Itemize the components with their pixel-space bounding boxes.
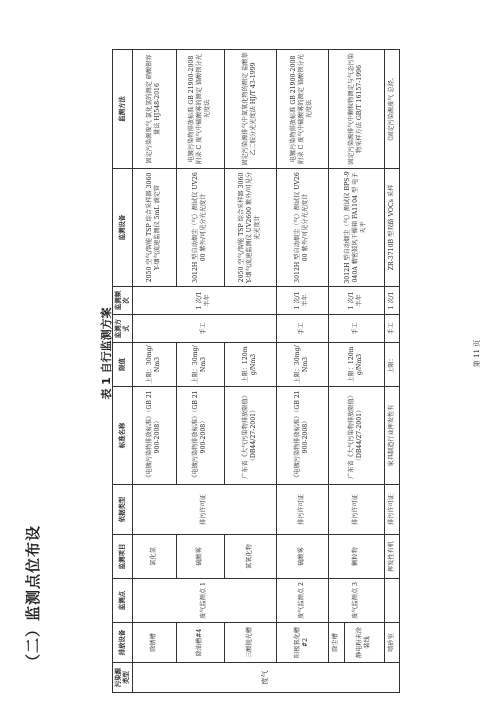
standard-cell: 《电镀污染物排放标准》（GB 21900-2008） bbox=[276, 387, 328, 485]
table-caption: 表 1 自行监测方案 bbox=[100, 307, 113, 400]
limit-cell: 上限： bbox=[384, 343, 399, 387]
point-cell: 废气监测点 3 bbox=[328, 579, 384, 623]
header-cell: 限值 bbox=[113, 343, 133, 387]
header-cell: 标准名称 bbox=[113, 387, 133, 485]
limit-cell: 上限：30mg/Nm3 bbox=[132, 343, 176, 387]
header-cell: 监测项目 bbox=[113, 535, 133, 579]
freq-cell: 1 次/1 半年 bbox=[328, 287, 384, 315]
limit-cell: 上限：30mg/Nm3 bbox=[176, 343, 224, 387]
mode-cell: 手工 bbox=[276, 315, 328, 343]
table-row bbox=[276, 50, 328, 693]
device-cell: 3012H 型自动烟尘（气）测试仪 UV2600 紫外/可见分光光度计 bbox=[176, 169, 224, 287]
equipment-cell: 三酸抛光槽 bbox=[224, 623, 276, 663]
device-cell: 2050 空气/智能 TSP 综合采样器 3060Y-烟气流速监测仪 5mL 滴定管 bbox=[132, 169, 176, 287]
section-heading: （二）监测点位布设 bbox=[24, 524, 42, 669]
freq-cell: 1 次/1 bbox=[384, 287, 399, 315]
device-cell: 3012H 型自动烟尘（气）测试仪 UV2600 紫外/可见分光光度计 bbox=[276, 169, 328, 287]
point-cell: 废气监测点 1 bbox=[132, 579, 276, 623]
item-cell: 氮氧化物 bbox=[224, 535, 276, 579]
freq-cell: 1 次/1 半年 bbox=[132, 287, 276, 315]
item-cell: 硫酸雾 bbox=[176, 535, 224, 579]
pollutant-type-cell: 废气 bbox=[132, 663, 399, 693]
standard-cell: 家具制造行业挥发性有 bbox=[384, 387, 399, 485]
freq-cell: 1 次/1 半年 bbox=[276, 287, 328, 315]
device-cell: 3012H 型自动烟尘（气）测试仪 BPS-9040A 精密鼓风干燥箱 FA1104 型 电子天平 bbox=[328, 169, 384, 287]
method-cell: 《固定污染源废气 总烃、 bbox=[384, 50, 399, 169]
method-cell: 固定污染源排气中氮氧化物的测定 盐酸萘乙二胺分光光度法 HJ/T 43-1999 bbox=[224, 50, 276, 169]
method-cell: 固定污染源排气中颗粒物测定与气态污染物采样方法 GB/T 16157-1996 bbox=[328, 50, 384, 169]
header-cell: 依据类型 bbox=[113, 485, 133, 535]
header-cell: 排放设备 bbox=[113, 623, 133, 663]
header-cell: 监测方法 bbox=[113, 50, 133, 169]
basis-cell: 排污许可证 bbox=[276, 485, 328, 535]
header-cell: 监测设备 bbox=[113, 169, 133, 287]
equipment-cell: 阳极氧化槽#2 bbox=[276, 623, 328, 663]
mode-cell: 手工 bbox=[328, 315, 384, 343]
basis-cell: 排污许可证 bbox=[384, 485, 399, 535]
standard-cell: 《电镀污染物排放标准》（GB 21900-2008） bbox=[176, 387, 224, 485]
header-row bbox=[113, 50, 133, 693]
header-cell: 监测频次 bbox=[113, 287, 133, 315]
mode-cell: 手工 bbox=[132, 315, 276, 343]
item-cell: 氯化氢 bbox=[132, 535, 176, 579]
mode-cell: 手工 bbox=[384, 315, 399, 343]
point-cell: 废气监测点 2 bbox=[276, 579, 328, 623]
equipment-cell: 喷砂室 bbox=[384, 623, 399, 663]
point-cell bbox=[384, 579, 399, 623]
method-cell: 电镀污染物排放标准 GB 21900-2008 附录 C 废气中硫酸雾的测定 铬酸钡分光光度法 bbox=[276, 50, 328, 169]
item-cell: 硫酸雾 bbox=[276, 535, 328, 579]
table-row bbox=[384, 50, 399, 693]
standard-cell: 广东省《大气污染物排放限值》（DB44/27-2001） bbox=[224, 387, 276, 485]
method-cell: 固定污染源废气 氯化氢的测定 硝酸银容量法 HJ548-2016 bbox=[132, 50, 176, 169]
device-cell: 2050 空气/智能 TSP 综合采样器 3060Y-烟气流速监测仪 UV2600 紫外/可见分光光度计 bbox=[224, 169, 276, 287]
standard-cell: 《电镀污染物排放标准》（GB 21900-2008） bbox=[132, 387, 176, 485]
method-cell: 电镀污染物排放标准 GB 21900-2008 附录 C 废气中硫酸雾的测定 铬酸钡分光光度法 bbox=[176, 50, 224, 169]
table-row bbox=[132, 50, 176, 693]
header-cell: 监测点 bbox=[113, 579, 133, 623]
item-cell: 挥发性有机 bbox=[384, 535, 399, 579]
page-number: 第 11 页 bbox=[473, 339, 481, 368]
limit-cell: 上限：120mg/Nm3 bbox=[224, 343, 276, 387]
header-cell: 监测方式 bbox=[113, 315, 133, 343]
limit-cell: 上限：120mg/Nm3 bbox=[328, 343, 384, 387]
equipment-cell: 静电粉末涂装线 bbox=[344, 623, 384, 663]
equipment-cell: 除尘槽 bbox=[328, 623, 344, 663]
device-cell: ZR-3710B 型双路 VOCs 采样 bbox=[384, 169, 399, 287]
basis-cell: 排污许可证 bbox=[132, 485, 276, 535]
equipment-cell: 除锈槽 bbox=[132, 623, 176, 663]
monitoring-plan-table bbox=[112, 49, 400, 693]
limit-cell: 上限：30mg/Nm3 bbox=[276, 343, 328, 387]
basis-cell: 排污许可证 bbox=[328, 485, 384, 535]
table-row bbox=[328, 50, 344, 693]
item-cell: 颗粒物 bbox=[328, 535, 384, 579]
standard-cell: 广东省《大气污染物排放限值》（DB44/27-2001） bbox=[328, 387, 384, 485]
equipment-cell: 除油槽#4 bbox=[176, 623, 224, 663]
header-cell: 污染源类型 bbox=[113, 663, 133, 693]
